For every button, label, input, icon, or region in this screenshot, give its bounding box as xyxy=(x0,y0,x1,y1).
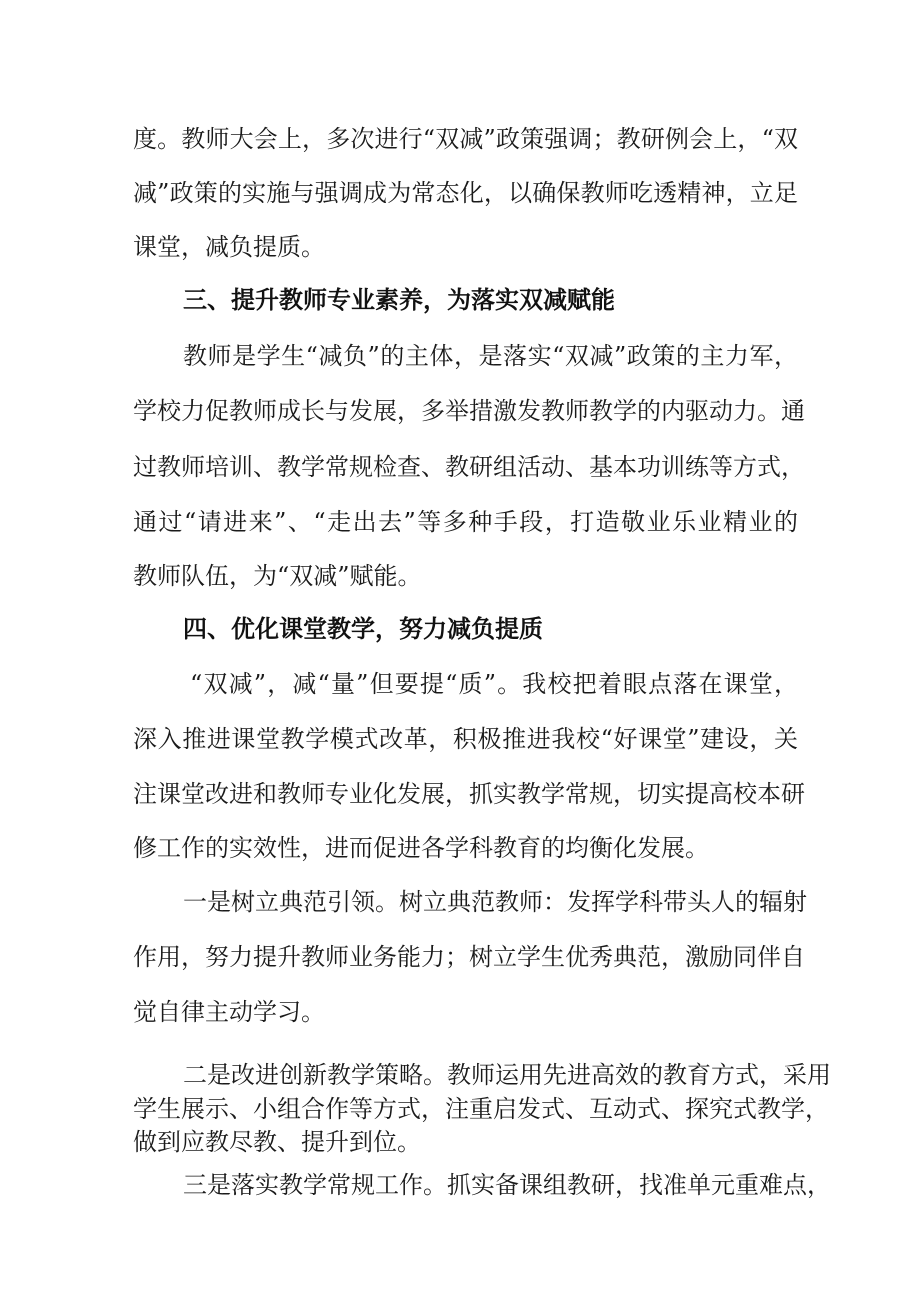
paragraph-line: 教师队伍，为“双减”赋能。 xyxy=(133,562,422,590)
paragraph-line: 注课堂改进和教师专业化发展，抓实教学常规，切实提高校本研 xyxy=(133,780,805,808)
paragraph-line: 做到应教尽教、提升到位。 xyxy=(133,1128,421,1156)
paragraph-line: 一是树立典范引领。树立典范教师：发挥学科带头人的辐射 xyxy=(183,888,807,916)
paragraph-line: 学生展示、小组合作等方式，注重启发式、互动式、探究式教学， xyxy=(133,1095,829,1123)
paragraph-line: 作用，努力提升教师业务能力；树立学生优秀典范，激励同伴自 xyxy=(133,943,805,971)
paragraph-line: 觉自律主动学习。 xyxy=(133,998,325,1026)
paragraph-line: 修工作的实效性，进而促进各学科教育的均衡化发展。 xyxy=(133,834,709,862)
section-heading-3: 三、提升教师专业素养，为落实双减赋能 xyxy=(183,286,615,314)
paragraph-line: 通过“请进来”、“走出去”等多种手段，打造敬业乐业精业的 xyxy=(133,508,798,536)
paragraph-line: 深入推进课堂教学模式改革，积极推进我校“好课堂”建设，关 xyxy=(133,725,798,753)
paragraph-line: 课堂，减负提质。 xyxy=(133,233,325,261)
paragraph-line: “双减”，减“量”但要提“质”。我校把着眼点落在课堂， xyxy=(190,670,798,698)
paragraph-line: 过教师培训、教学常规检查、教研组活动、基本功训练等方式， xyxy=(133,453,805,481)
paragraph-line: 教师是学生“减负”的主体，是落实“双减”政策的主力军， xyxy=(183,342,798,370)
paragraph-line: 三是落实教学常规工作。抓实备课组教研，找准单元重难点， xyxy=(183,1171,831,1199)
paragraph-line: 二是改进创新教学策略。教师运用先进高效的教育方式，采用 xyxy=(183,1061,831,1089)
paragraph-line: 度。教师大会上，多次进行“双减”政策强调；教研例会上，“双 xyxy=(133,125,798,153)
paragraph-line: 减”政策的实施与强调成为常态化，以确保教师吃透精神，立足 xyxy=(133,179,798,207)
paragraph-line: 学校力促教师成长与发展，多举措激发教师教学的内驱动力。通 xyxy=(133,397,805,425)
section-heading-4: 四、优化课堂教学，努力减负提质 xyxy=(183,615,543,643)
